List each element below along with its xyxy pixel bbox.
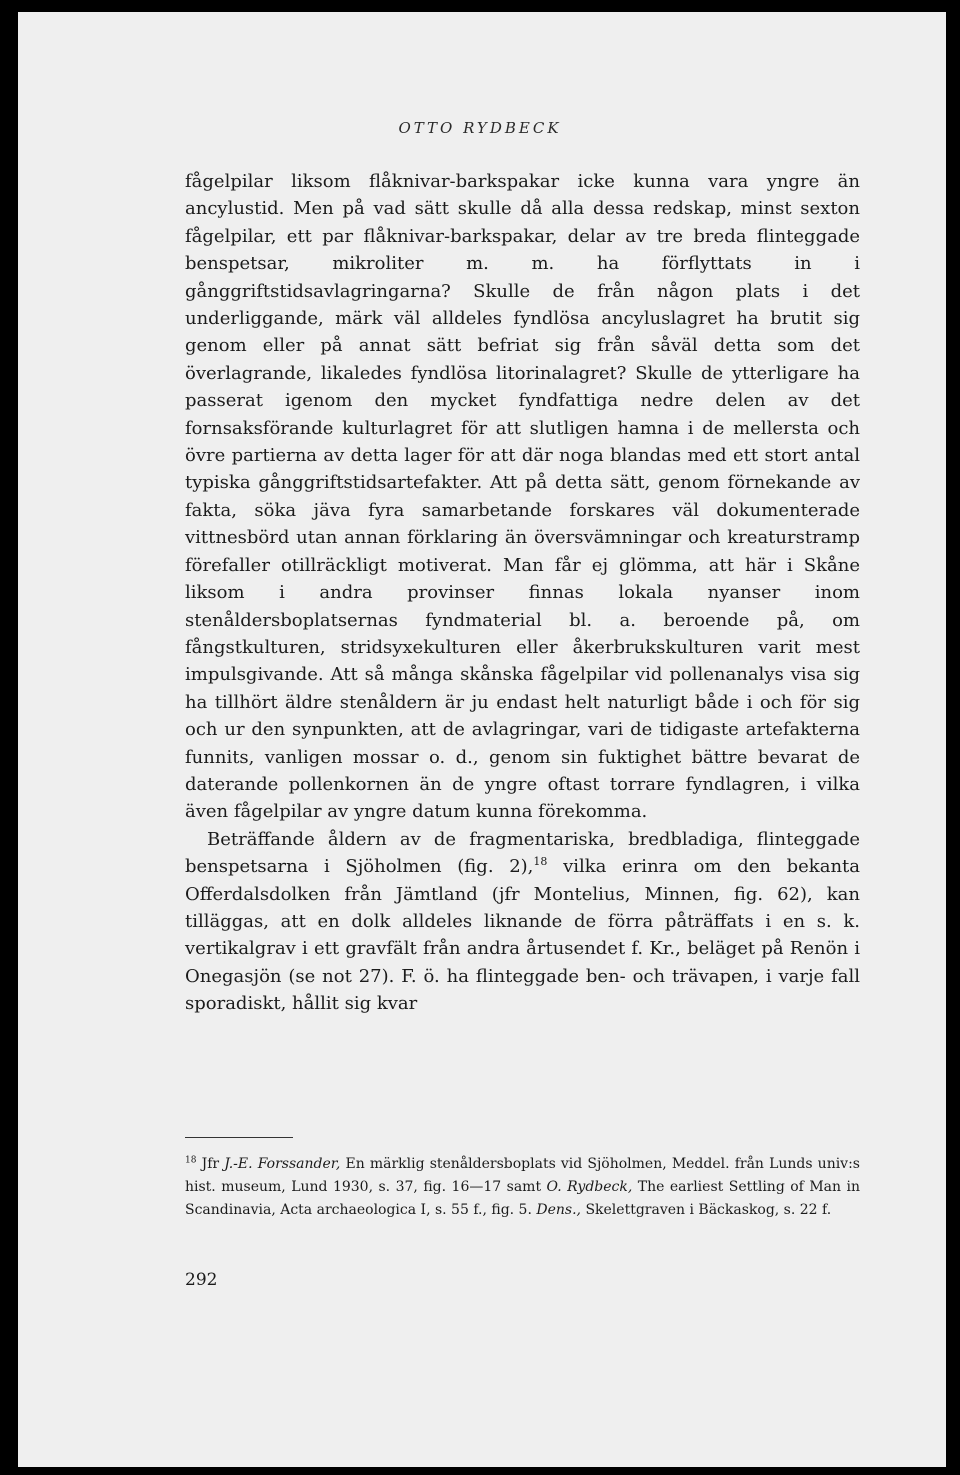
- footnote: [185, 1153, 860, 1222]
- footnote-text-4: Skelettgraven i Bäckaskog, s. 22 f.: [581, 1202, 832, 1218]
- paragraph-2-start: Beträffande åldern av de fragmentariska, bredbladiga, flinteggade benspetsarna i Sjöholmen (fig. 2),: [185, 828, 860, 878]
- running-head: OTTO RYDBECK: [398, 119, 562, 137]
- footnote-author-3: Dens.,: [536, 1202, 581, 1218]
- page-number: 292: [185, 1270, 218, 1290]
- footnote-reference: 18: [533, 855, 548, 869]
- footnote-rule: [185, 1137, 293, 1138]
- body-text: [185, 168, 860, 1018]
- footnote-text-3: The earliest Settling of Man in Scandinavia, Acta archaeologica I, s. 55 f., fig. 5.: [185, 1179, 860, 1218]
- footnote-author-1: J.-E. Forssander,: [224, 1156, 341, 1172]
- paragraph-2: [185, 826, 860, 1018]
- footnote-author-2: O. Rydbeck,: [546, 1179, 633, 1195]
- footnote-text-2: En märklig stenåldersboplats vid Sjöholmen, Meddel. från Lunds univ:s hist. museum, Lund 1930, s. 37, fig. 16—17 samt: [185, 1156, 860, 1195]
- footnote-number: 18: [185, 1155, 197, 1166]
- paragraph-2-rest: vilka erinra om den bekanta Offerdalsdolken från Jämtland (jfr Montelius, Minnen, fig. 62), kan tilläggas, att en dolk alldeles liknande de förra påträffats i en s. k. vertikalgrav i ett gravfält från andra årtusendet f. Kr., beläget på Renön i Onegasjön (se not 27). F. ö. ha flinteggade ben- och trävapen, i varje fall sporadiskt, hållit sig kvar: [185, 856, 861, 1015]
- paragraph-1: fågelpilar liksom flåknivar-barkspakar icke kunna vara yngre än ancylustid. Men på vad sätt skulle då alla dessa redskap, minst sexton fågelpilar, ett par flåknivar-barkspakar, delar av tre breda flinteggade benspetsar, mikroliter m. m. ha förflyttats in i gånggriftstidsavlagringarna? Skulle de från någon plats i det underliggande, märk väl alldeles fyndlösa ancyluslagret ha brutit sig genom eller på annat sätt befriat sig från såväl detta som det överlagrande, likaledes fyndlösa litorinalagret? Skulle de ytterligare ha passerat igenom den mycket fyndfattiga nedre delen av det fornsaksförande kulturlagret för att slutligen hamna i de mellersta och övre partierna av detta lager för att där noga blandas med ett stort antal typiska gånggriftstidsartefakter. Att på detta sätt, genom förnekande av fakta, söka jäva fyra samarbetande forskares väl dokumenterade vittnesbörd utan annan förklaring än översvämningar och kreaturstramp förefaller otillräckligt motiverat. Man får ej glömma, att här i Skåne liksom i andra provinser finnas lokala nyanser inom stenåldersboplatsernas fyndmaterial bl. a. beroende på, om fångstkulturen, stridsyxekulturen eller åkerbrukskulturen varit mest impulsgivande. Att så många skånska fågelpilar vid pollenanalys visa sig ha tillhört äldre stenåldern är ju endast helt naturligt både i och för sig och ur den synpunkten, att de avlagringar, vari de tidigaste artefakterna funnits, vanligen mossar o. d., genom sin fuktighet bättre bevarat de daterande pollenkornen än de yngre oftast torrare fyndlagren, i vilka även fågelpilar av yngre datum kunna förekomma.: [185, 171, 860, 823]
- footnote-text-1: Jfr: [196, 1156, 225, 1172]
